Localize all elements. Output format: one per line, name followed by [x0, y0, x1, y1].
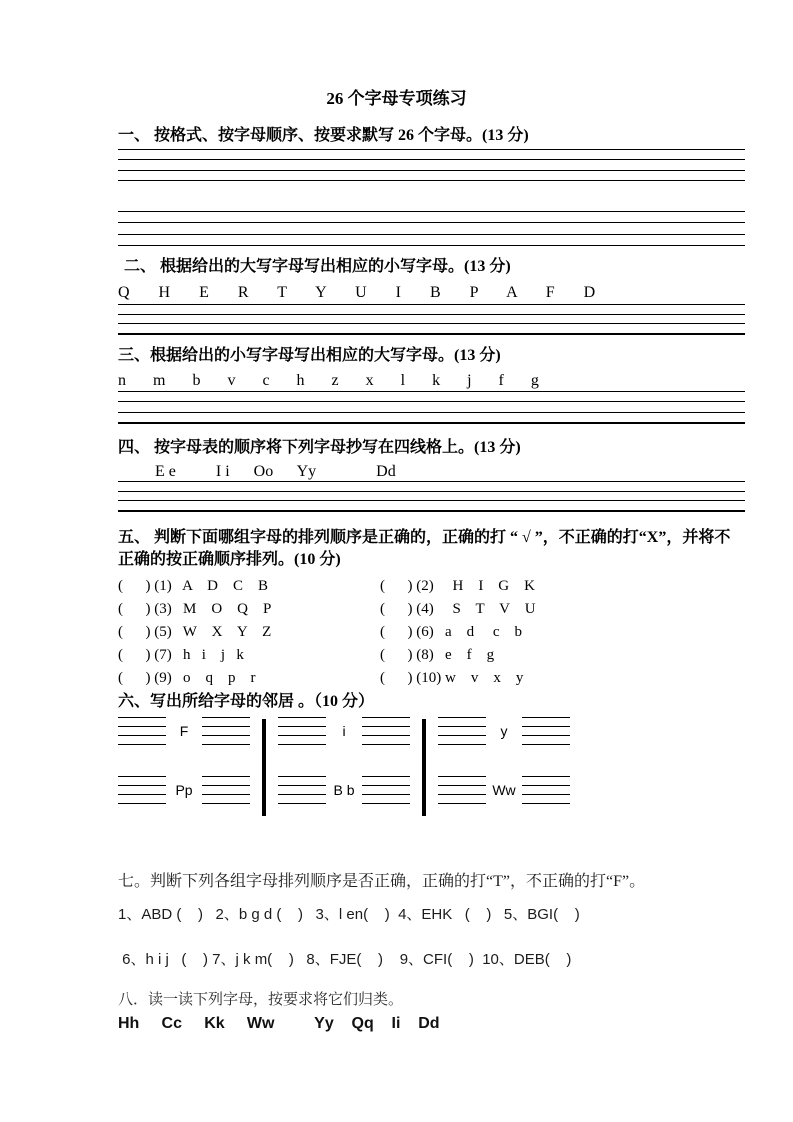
mini-writing-grid: [278, 776, 326, 804]
neighbor-row: [278, 717, 410, 745]
judge-item-1: ( ) (1) A D C B: [118, 578, 268, 594]
classify-letters-row: Hh Cc Kk Ww Yy Qq Ii Dd: [118, 1015, 440, 1032]
mini-writing-grid: [438, 717, 486, 745]
judge-item-5: ( ) (5) W X Y Z: [118, 624, 272, 640]
lowercase-letters-row: n m b v c h z x l k j f g: [118, 372, 539, 389]
neighbor-letter: y: [500, 723, 508, 739]
neighbor-row: [118, 776, 250, 804]
column-divider: [262, 719, 266, 816]
mini-writing-grid: [522, 717, 570, 745]
mini-writing-grid: [118, 776, 166, 804]
writing-grid-2: [118, 304, 745, 335]
judge-item-2: ( ) (2) H I G K: [380, 578, 535, 594]
mini-writing-grid: [522, 776, 570, 804]
neighbor-letter: Ww: [492, 782, 516, 798]
section-three-heading: 三、根据给出的小写字母写出相应的大写字母。(13 分): [118, 347, 501, 364]
tf-items-row-2: 6、h i j ( ) 7、j k m( ) 8、FJE( ) 9、CFI( ) 10、DEB( ): [118, 951, 572, 968]
judge-item-8: ( ) (8) e f g: [380, 647, 495, 663]
judge-item-10: ( ) (10) w v x y: [380, 670, 524, 686]
mini-writing-grid: [202, 717, 250, 745]
judge-item-7: ( ) (7) h i j k: [118, 647, 244, 663]
neighbor-row: [438, 776, 570, 804]
neighbor-column-2: [278, 717, 410, 804]
writing-grid-1a: [118, 149, 745, 181]
mini-writing-grid: [278, 717, 326, 745]
neighbor-letter: Pp: [175, 782, 193, 798]
copy-letters-row: E e I i Oo Yy Dd: [155, 463, 396, 480]
mini-writing-grid: [362, 717, 410, 745]
mini-writing-grid: [362, 776, 410, 804]
neighbor-column-3: [438, 717, 570, 804]
writing-grid-1b: [118, 211, 745, 246]
judge-item-9: ( ) (9) o q p r: [118, 670, 256, 686]
section-five-heading: 五、 判断下面哪组字母的排列顺序是正确的，正确的打 “ √ ”，不正确的打“X”，并将不正确的按正确顺序排列。(10 分): [118, 529, 731, 568]
section-two-heading: 二、 根据给出的大写字母写出相应的小写字母。(13 分): [124, 258, 511, 275]
section-one-heading: 一、 按格式、按字母顺序、按要求默写 26 个字母。(13 分): [118, 127, 529, 144]
mini-writing-grid: [118, 717, 166, 745]
neighbor-row: [438, 717, 570, 745]
mini-writing-grid: [202, 776, 250, 804]
column-divider: [422, 719, 426, 816]
mini-writing-grid: [438, 776, 486, 804]
neighbor-letter: i: [342, 723, 346, 739]
section-four-heading: 四、 按字母表的顺序将下列字母抄写在四线格上。(13 分): [118, 439, 521, 456]
writing-grid-4: [118, 481, 745, 512]
neighbor-row: [278, 776, 410, 804]
judge-items-grid: [118, 575, 745, 690]
neighbor-grid: [118, 717, 638, 816]
uppercase-letters-row: Q H E R T Y U I B P A F D: [118, 284, 596, 301]
section-eight-heading: 八．读一读下列字母，按要求将它们归类。: [118, 992, 404, 1008]
judge-item-4: ( ) (4) S T V U: [380, 601, 536, 617]
section-seven-heading: 七。判断下列各组字母排列顺序是否正确，正确的打“T”，不正确的打“F”。: [118, 873, 646, 890]
neighbor-letter: F: [179, 723, 189, 739]
page-title: 26 个字母专项练习: [326, 89, 467, 108]
neighbor-column-1: [118, 717, 250, 804]
tf-items-row-1: 1、ABD ( ) 2、b g d ( ) 3、l en( ) 4、EHK ( ) 5、BGI( ): [118, 906, 580, 923]
writing-grid-3: [118, 391, 745, 424]
neighbor-row: [118, 717, 250, 745]
neighbor-letter: B b: [333, 782, 355, 798]
judge-item-3: ( ) (3) M O Q P: [118, 601, 272, 617]
section-six-heading: 六、写出所给字母的邻居 。（10 分）: [118, 693, 375, 710]
judge-item-6: ( ) (6) a d c b: [380, 624, 523, 640]
